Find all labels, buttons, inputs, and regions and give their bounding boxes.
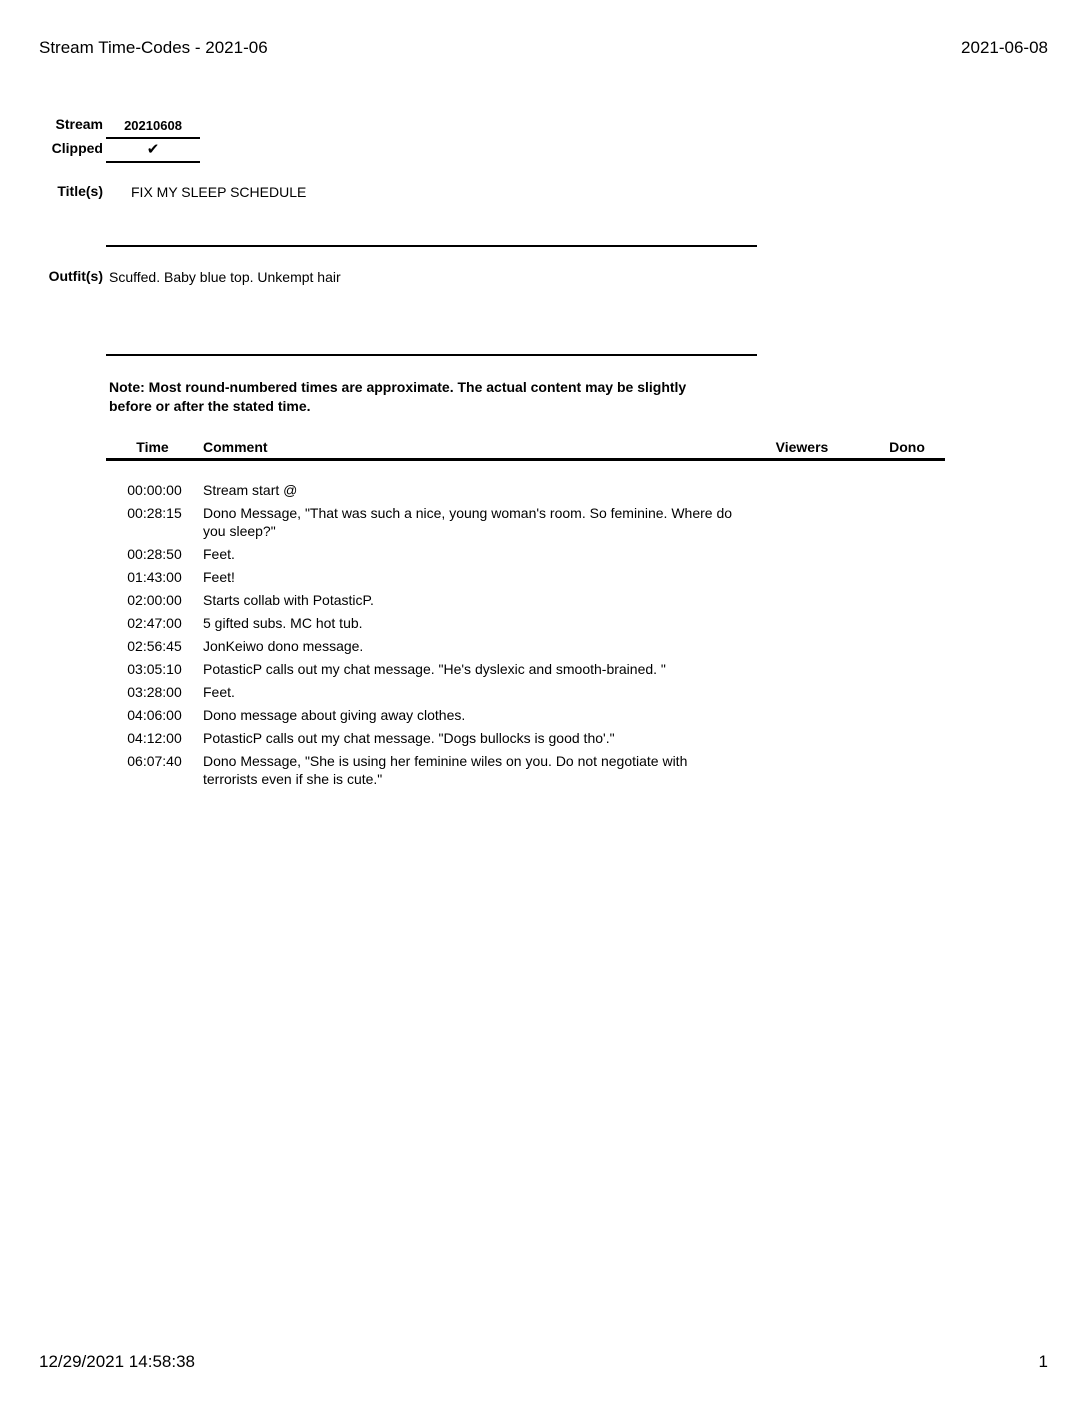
- row-comment: Dono message about giving away clothes.: [203, 707, 466, 723]
- row-time: 04:12:00: [127, 730, 182, 746]
- document-title: Stream Time-Codes - 2021-06: [39, 38, 268, 57]
- row-time: 00:00:00: [127, 482, 182, 498]
- stream-label: Stream: [55, 116, 103, 132]
- row-comment: PotasticP calls out my chat message. "Dogs bullocks is good tho'.": [203, 730, 615, 746]
- row-time: 00:28:15: [127, 505, 182, 521]
- row-comment: Dono Message, "That was such a nice, young woman's room. So feminine. Where do you sleep?": [203, 505, 733, 539]
- row-time: 00:28:50: [127, 546, 182, 562]
- table-row: [106, 752, 945, 788]
- row-comment: Starts collab with PotasticP.: [203, 592, 374, 608]
- row-comment: Feet.: [203, 546, 235, 562]
- titles-value: FIX MY SLEEP SCHEDULE: [131, 184, 307, 200]
- table-row: [106, 568, 945, 586]
- column-header-time: Time: [136, 439, 169, 455]
- table-row: [106, 481, 945, 499]
- table-row: [106, 729, 945, 747]
- clipped-checkmark-icon: ✔: [106, 141, 200, 163]
- row-comment: Feet!: [203, 569, 235, 585]
- page-number: 1: [1038, 1352, 1048, 1371]
- row-time: 02:00:00: [127, 592, 182, 608]
- table-row: [106, 637, 945, 655]
- row-comment: Feet.: [203, 684, 235, 700]
- print-timestamp: 12/29/2021 14:58:38: [39, 1352, 195, 1371]
- outfits-value: Scuffed. Baby blue top. Unkempt hair: [109, 269, 341, 285]
- document-date: 2021-06-08: [961, 38, 1048, 57]
- clipped-label: Clipped: [51, 140, 103, 156]
- column-header-viewers: Viewers: [775, 439, 829, 455]
- column-header-comment: Comment: [203, 439, 268, 455]
- outfits-label: Outfit(s): [48, 268, 103, 284]
- row-time: 03:05:10: [127, 661, 182, 677]
- titles-label: Title(s): [57, 183, 103, 199]
- table-header-divider: [106, 458, 945, 461]
- row-time: 06:07:40: [127, 753, 182, 769]
- table-row: [106, 591, 945, 609]
- outfits-divider: [106, 354, 757, 356]
- table-row: [106, 660, 945, 678]
- table-row: [106, 683, 945, 701]
- column-header-dono: Dono: [889, 439, 925, 455]
- row-comment: PotasticP calls out my chat message. "He's dyslexic and smooth-brained. ": [203, 661, 666, 677]
- table-row: [106, 545, 945, 563]
- row-comment: Stream start @: [203, 482, 298, 498]
- titles-divider: [106, 245, 757, 247]
- row-comment: JonKeiwo dono message.: [203, 638, 364, 654]
- table-row: [106, 706, 945, 724]
- table-row: [106, 504, 945, 540]
- row-time: 04:06:00: [127, 707, 182, 723]
- row-time: 03:28:00: [127, 684, 182, 700]
- table-row: [106, 614, 945, 632]
- row-time: 02:56:45: [127, 638, 182, 654]
- row-time: 02:47:00: [127, 615, 182, 631]
- row-comment: Dono Message, "She is using her feminine wiles on you. Do not negotiate with terrorists even if she is cute.": [203, 753, 688, 787]
- row-time: 01:43:00: [127, 569, 182, 585]
- timecode-table-body: [106, 481, 945, 793]
- approximation-note: Note: Most round-numbered times are approximate. The actual content may be slightly before or after the stated time.: [109, 379, 687, 414]
- row-comment: 5 gifted subs. MC hot tub.: [203, 615, 363, 631]
- stream-value: 20210608: [106, 117, 200, 139]
